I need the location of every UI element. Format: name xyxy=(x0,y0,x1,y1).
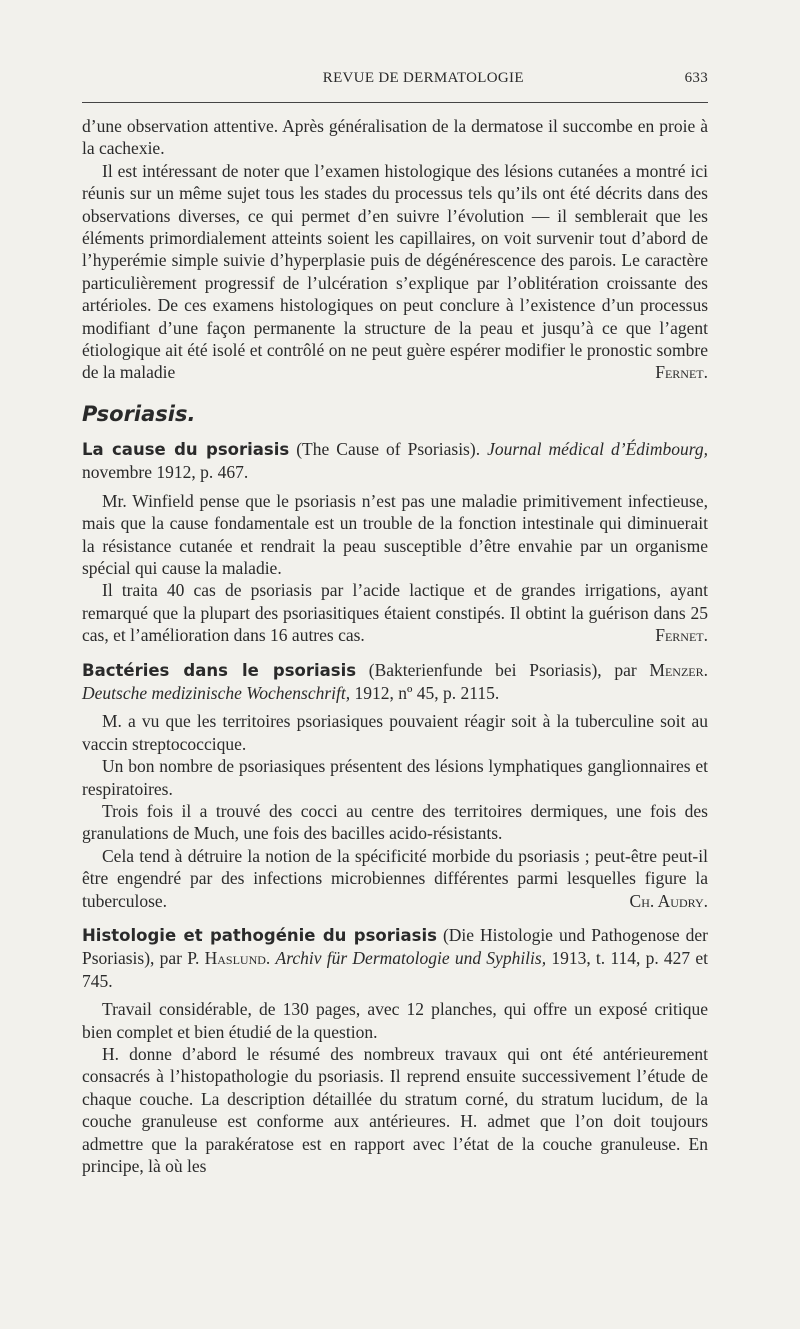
article-3-ref: (Die Histologie und Pathogenose der Psoriasis), par P. xyxy=(82,925,708,969)
article-2-ref-end: 1912, nº 45, p. 2115. xyxy=(350,682,500,703)
article-2-paragraph-2: Un bon nombre de psoriasiques présentent des lésions lymphatiques ganglionnaires et respiratoires. xyxy=(82,756,708,799)
article-1-journal: Journal médical d’Édimbourg, xyxy=(487,438,709,459)
article-1-paragraph-2 xyxy=(82,579,708,646)
section-title: Psoriasis. xyxy=(82,401,196,426)
article-1-ref: (The Cause of Psoriasis). xyxy=(289,438,488,459)
intro-paragraph-2-text: Il est intéressant de noter que l’examen histologique des lésions cutanées a montré ici réunis sur un même sujet tous les stades du processus tels qu’ils ont été décrits dans des observations diverses, ce qui permet d’en suivre l’évolution — il semblerait que les éléments primordialement atteints soient les capillaires, on voit survenir tout d’abord de l’hyperémie simple suivie d’hyperplasie puis de dégénérescence des parois. Le caractère particulièrement progressif de l’ulcération s’explique par l’oblitération croissante des artérioles. De ces examens histologiques on peut conclure à l’existence d’un processus modifiant d’une façon permanente la structure de la peau et jusqu’à ce que l’agent étiologique ait été isolé et contrôlé on ne peut guère espérer modifier le pronostic sombre de la maladie xyxy=(82,160,708,383)
article-3-journal: Archiv für Dermatologie und Syphilis, xyxy=(275,948,547,969)
header-rule xyxy=(82,102,708,103)
article-2-author: Menzer. xyxy=(649,659,708,680)
signature-fernet-1: Fernet. xyxy=(655,362,708,383)
article-2-paragraph-1: M. a vu que les territoires psoriasiques pouvaient réagir soit à la tuberculine soit au vaccin streptococcique. xyxy=(82,711,708,754)
article-3-paragraph-2: H. donne d’abord le résumé des nombreux travaux qui ont été antérieurement consacrés à l’histopathologie du psoriasis. Il reprend ensuite successivement l’étude de chaque couche. La description détaillée du stratum corné, du stratum lucidum, de la couche granuleuse est conforme aux antérieures. H. admet que l’on doit toujours admettre que la parakératose est en rapport avec l’état de la couche granuleuse. En principe, là où les xyxy=(82,1044,708,1177)
article-2-journal: Deutsche medizinische Wochenschrift, xyxy=(82,682,351,703)
intro-paragraph-1: d’une observation attentive. Après généralisation de la dermatose il succombe en proie à la cachexie. xyxy=(82,116,708,159)
article-3-ref-end: 1913, t. 114, p. 427 et 745. xyxy=(82,948,709,991)
article-1-paragraph-1: Mr. Winfield pense que le psoriasis n’est pas une maladie primitivement infectieuse, mais que la cause fondamentale est un trouble de la fonction intestinale qui diminuerait la résistance cutanée et rendrait la peau susceptible d’être envahie par un organisme spécial qui cause la maladie. xyxy=(82,490,708,578)
article-2-paragraph-3: Trois fois il a trouvé des cocci au centre des territoires dermiques, une fois des granulations de Much, une fois des bacilles acido-résistants. xyxy=(82,800,708,844)
article-2-title: Bactéries dans le psoriasis xyxy=(82,660,357,680)
intro-paragraph-2 xyxy=(82,160,708,384)
article-2-ref: (Bakterienfunde bei Psoriasis), par xyxy=(356,659,650,680)
article-1-heading xyxy=(82,438,708,484)
article-1-title: La cause du psoriasis xyxy=(82,439,290,459)
article-3-paragraph-1: Travail considérable, de 130 pages, avec 12 planches, qui offre un exposé critique bien complet et bien étudié de la question. xyxy=(82,999,708,1042)
signature-audry: Ch. Audry. xyxy=(629,890,708,911)
article-2-paragraph-4-text: Cela tend à détruire la notion de la spécificité morbide du psoriasis ; peut-être peut-il être engendré par des infections microbiennes différentes parmi lesquelles figure la tuberculose. xyxy=(82,845,708,911)
article-2-paragraph-4 xyxy=(82,845,708,912)
article-1-ref-end: novembre 1912, p. 467. xyxy=(82,462,249,483)
running-header xyxy=(82,70,708,92)
article-3-title: Histologie et pathogénie du psoriasis xyxy=(82,926,437,945)
page xyxy=(82,70,708,1177)
article-2-heading xyxy=(82,659,708,705)
signature-fernet-2: Fernet. xyxy=(655,625,708,646)
article-3-heading xyxy=(82,924,708,992)
page-number: 633 xyxy=(684,70,708,86)
article-1-paragraph-2-text: Il traita 40 cas de psoriasis par l’acide lactique et de grandes irrigations, ayant remarqué que la plupart des psoriasitiques étaient constipés. Il obtint la guérison dans 25 cas, et l’amélioration dans 16 autres cas. xyxy=(82,580,708,646)
journal-title: REVUE DE DERMATOLOGIE xyxy=(322,70,524,86)
article-3-author: Haslund. xyxy=(204,948,271,969)
